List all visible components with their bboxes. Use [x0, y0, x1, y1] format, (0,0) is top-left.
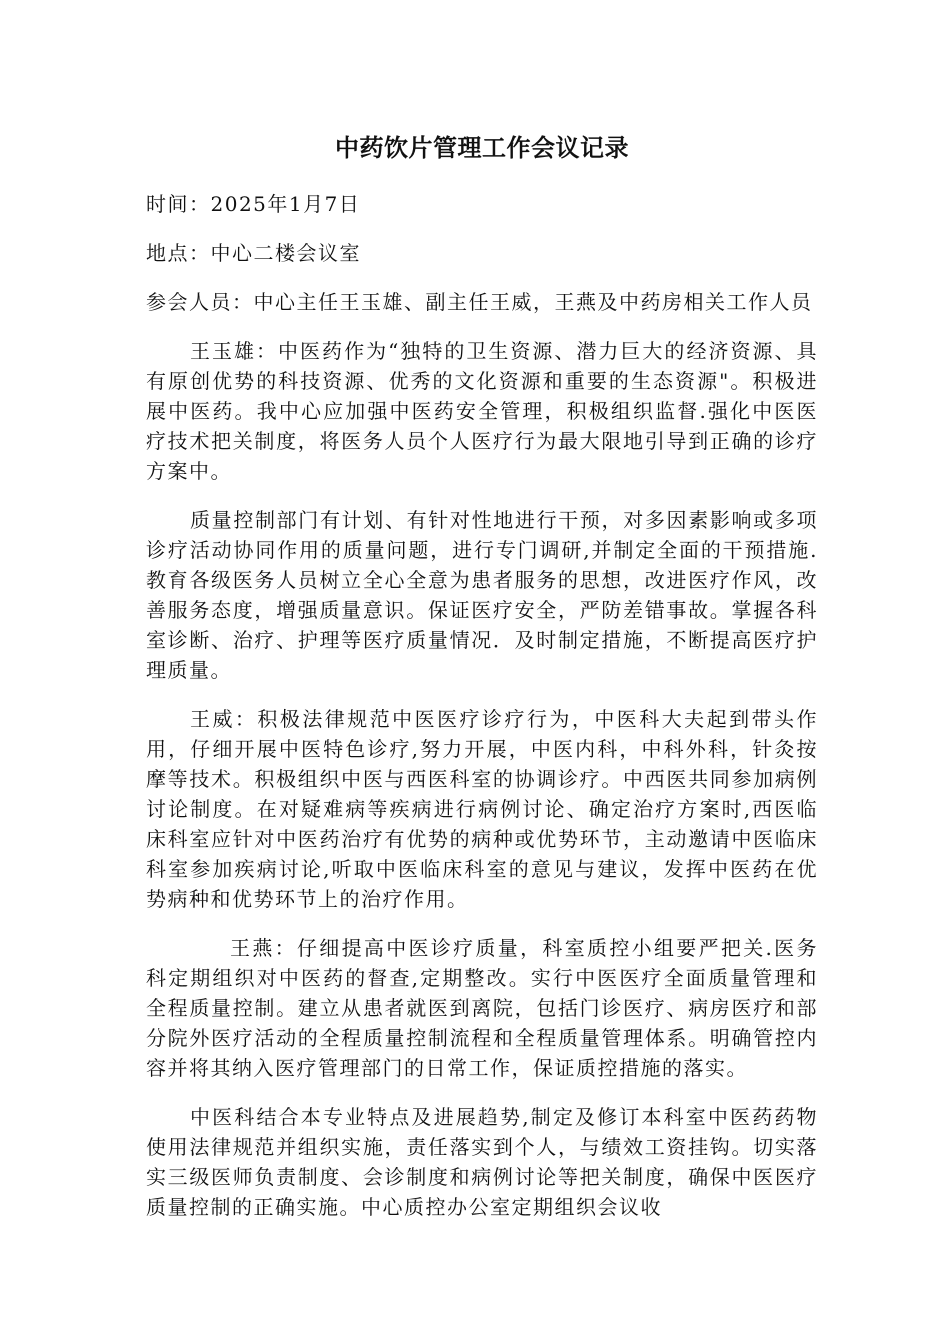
paragraph-wang-yuxiong: 王玉雄：中医药作为“独特的卫生资源、潜力巨大的经济资源、具有原创优势的科技资源、优秀的文化资源和重要的生态资源"。积极进展中医药。我中心应加强中医药安全管理，积极组织监督.强化中医医疗技术把关制度，将医务人员个人医疗行为最大限地引导到正确的诊疗方案中。 [146, 339, 818, 483]
document-page [146, 128, 818, 1241]
paragraph-quality-control: 质量控制部门有计划、有针对性地进行干预，对多因素影响或多项诊疗活动协同作用的质量问题，进行专门调研,并制定全面的干预措施.教育各级医务人员树立全心全意为患者服务的思想，改进医疗作风，改善服务态度，增强质量意识。保证医疗安全，严防差错事故。掌握各科室诊断、治疗、护理等医疗质量情况．及时制定措施，不断提高医疗护理质量。 [146, 508, 818, 682]
document-title: 中药饮片管理工作会议记录 [335, 134, 629, 162]
paragraph-wang-wei: 王威：积极法律规范中医医疗诊疗行为，中医科大夫起到带头作用，仔细开展中医特色诊疗,努力开展，中医内科，中科外科，针灸按摩等技术。积极组织中医与西医科室的协调诊疗。中西医共同参加病例讨论制度。在对疑难病等疾病进行病例讨论、确定治疗方案时,西医临床科室应针对中医药治疗有优势的病种或优势环节，主动邀请中医临床科室参加疾病讨论,听取中医临床科室的意见与建议，发挥中医药在优势病种和优势环节上的治疗作用。 [146, 707, 818, 911]
meeting-time: 时间：2025年1月7日 [146, 192, 361, 216]
meeting-attendees: 参会人员：中心主任王玉雄、副主任王威，王燕及中药房相关工作人员 [146, 290, 813, 314]
meeting-location: 地点：中心二楼会议室 [146, 241, 361, 265]
paragraph-tcm-department: 中医科结合本专业特点及进展趋势,制定及修订本科室中医药药物使用法律规范并组织实施，责任落实到个人，与绩效工资挂钩。切实落实三级医师负责制度、会诊制度和病例讨论等把关制度，确保中医医疗质量控制的正确实施。中心质控办公室定期组织会议收 [146, 1105, 818, 1219]
paragraph-wang-yan: 王燕：仔细提高中医诊疗质量，科室质控小组要严把关.医务科定期组织对中医药的督查,定期整改。实行中医医疗全面质量管理和全程质量控制。建立从患者就医到离院，包括门诊医疗、病房医疗和部分院外医疗活动的全程质量控制流程和全程质量管理体系。明确管控内容并将其纳入医疗管理部门的日常工作，保证质控措施的落实。 [146, 936, 818, 1080]
